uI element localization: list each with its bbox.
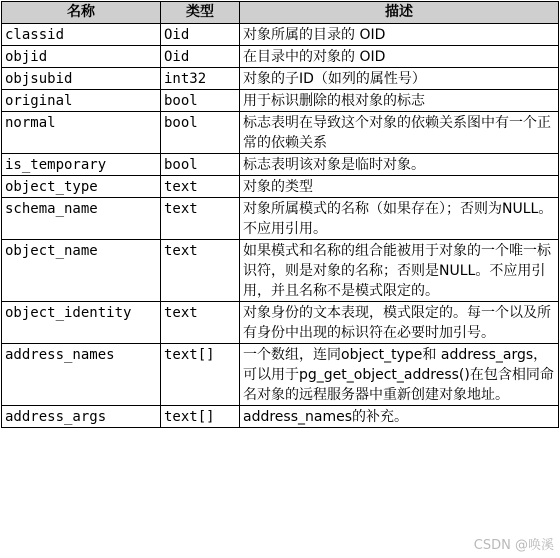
- table-row: [2, 154, 559, 176]
- cell-description: 如果模式和名称的组合能被用于对象的一个唯一标识符，则是对象的名称；否则是NULL。不应用引用，并且名称不是模式限定的。: [240, 240, 559, 302]
- function-result-table: [1, 1, 559, 428]
- table-row: [2, 406, 559, 428]
- cell-type: text: [161, 240, 240, 302]
- cell-description: 对象身份的文本表现，模式限定的。每一个以及所有身份中出现的标识符在必要时加引号。: [240, 302, 559, 344]
- cell-name: object_type: [2, 176, 161, 198]
- cell-description: 对象所属的目录的 OID: [240, 24, 559, 46]
- cell-name: original: [2, 90, 161, 112]
- cell-description: address_names的补充。: [240, 406, 559, 428]
- cell-description: 在目录中的对象的 OID: [240, 46, 559, 68]
- watermark: CSDN @唤溪: [472, 534, 556, 553]
- cell-type: text[]: [161, 406, 240, 428]
- cell-description: 标志表明该对象是临时对象。: [240, 154, 559, 176]
- cell-name: objsubid: [2, 68, 161, 90]
- cell-type: Oid: [161, 46, 240, 68]
- cell-name: normal: [2, 112, 161, 154]
- table-row: [2, 24, 559, 46]
- cell-type: text: [161, 176, 240, 198]
- cell-name: is_temporary: [2, 154, 161, 176]
- cell-name: address_args: [2, 406, 161, 428]
- cell-description: 一个数组，连同object_type和 address_args， 可以用于pg_get_object_address()在包含相同命 名对象的远程服务器中重新创建对象地址。: [240, 344, 559, 406]
- cell-name: object_identity: [2, 302, 161, 344]
- cell-name: classid: [2, 24, 161, 46]
- cell-description: 对象的子ID（如列的属性号）: [240, 68, 559, 90]
- table-row: [2, 90, 559, 112]
- cell-name: object_name: [2, 240, 161, 302]
- table-header-row: [2, 2, 559, 24]
- cell-type: text: [161, 302, 240, 344]
- cell-type: int32: [161, 68, 240, 90]
- cell-type: bool: [161, 154, 240, 176]
- cell-description: 对象所属模式的名称（如果存在）；否则为NULL。不应用引用。: [240, 198, 559, 240]
- cell-type: bool: [161, 90, 240, 112]
- cell-type: text[]: [161, 344, 240, 406]
- header-name: 名称: [2, 2, 161, 24]
- cell-type: text: [161, 198, 240, 240]
- header-type: 类型: [161, 2, 240, 24]
- cell-type: Oid: [161, 24, 240, 46]
- cell-description: 用于标识删除的根对象的标志: [240, 90, 559, 112]
- table-row: [2, 198, 559, 240]
- table-row: [2, 176, 559, 198]
- cell-description: 标志表明在导致这个对象的依赖关系图中有一个正常的依赖关系: [240, 112, 559, 154]
- table-row: [2, 112, 559, 154]
- table-row: [2, 68, 559, 90]
- table-row: [2, 344, 559, 406]
- header-description: 描述: [240, 2, 559, 24]
- cell-name: schema_name: [2, 198, 161, 240]
- cell-type: bool: [161, 112, 240, 154]
- cell-description: 对象的类型: [240, 176, 559, 198]
- table-row: [2, 302, 559, 344]
- cell-name: address_names: [2, 344, 161, 406]
- table-row: [2, 46, 559, 68]
- table-row: [2, 240, 559, 302]
- cell-name: objid: [2, 46, 161, 68]
